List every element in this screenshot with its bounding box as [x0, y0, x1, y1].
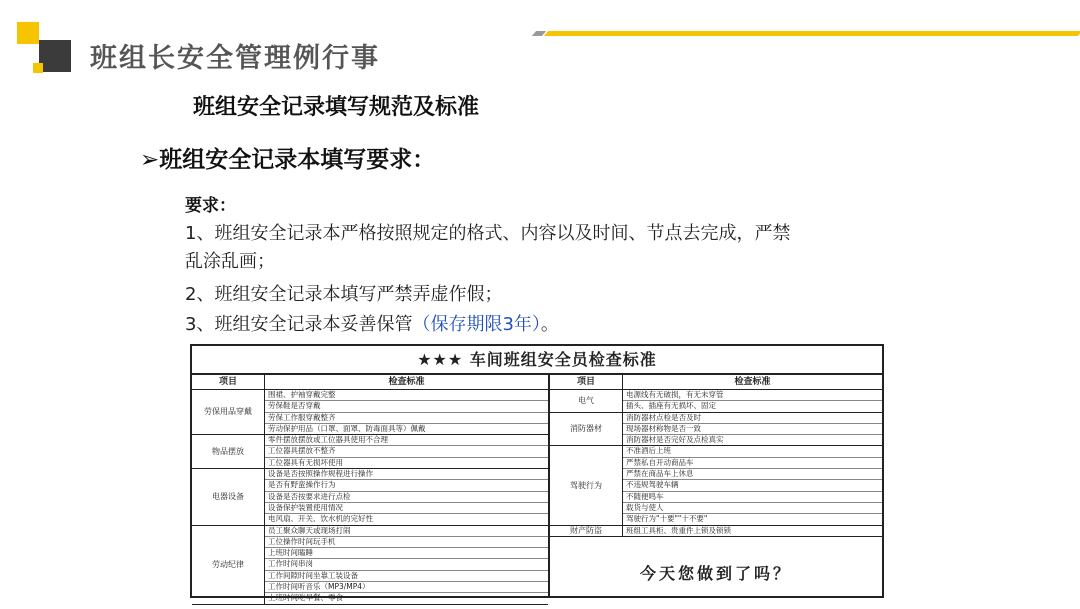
header-standard: 检查标准: [734, 377, 771, 387]
group-category: 物品摆放: [192, 435, 265, 468]
table-row: 工位器具摆放不整齐: [265, 446, 548, 457]
slide-title: 班组长安全管理例行事: [90, 43, 380, 74]
table-row: 设备保护装置使用情况: [265, 503, 548, 514]
table-row: 零件摆放摆放或工位器具使用不合理: [265, 435, 548, 446]
slogan: 今天您做到了吗？: [639, 564, 792, 584]
table-row: 工位操作时间玩手机: [265, 537, 548, 548]
table-row: 不违规驾驶车辆: [623, 480, 882, 491]
table-row: 劳保鞋是否穿戴: [265, 401, 548, 412]
table-row: 消防器材点检是否及时: [623, 413, 882, 424]
table-group: [550, 446, 882, 525]
requirement-2: 2、班组安全记录本填写严禁弄虚作假；: [185, 284, 503, 305]
decor-yellow-square: [17, 22, 39, 44]
requirement-3-text: 3、班组安全记录本妥善保管: [185, 314, 413, 335]
group-category: 电器设备: [192, 469, 265, 524]
group-category: 驾驶行为: [550, 446, 623, 524]
table-group: [550, 526, 882, 537]
inspection-standard-table: [190, 344, 884, 603]
table-row: 上班时间吃早餐、零食: [268, 593, 343, 603]
requirement-1: 1、班组安全记录本严格按照规定的格式、内容以及时间、节点去完成，严禁: [185, 223, 791, 244]
requirement-3: [185, 311, 559, 339]
table-group: [550, 390, 882, 413]
table-row: 工作时间听音乐（MP3/MP4）: [265, 582, 548, 593]
table-row: 工位器具有无损坏使用: [268, 457, 343, 467]
table-row: 严禁私自开动商品车: [623, 458, 882, 469]
table-row: 不随便鸣车: [623, 492, 882, 503]
table-row: 不准酒后上班: [623, 446, 882, 457]
table-header: [550, 375, 882, 390]
table-row: 劳保工作服穿戴整齐: [265, 413, 548, 424]
table-row: 驾驶行为"十要""十不要": [626, 514, 708, 524]
table-row: 围裙、护袖穿戴完整: [265, 390, 548, 401]
table-group: [192, 390, 548, 435]
decor-yellow-line: [544, 31, 1080, 36]
group-category: 财产防盗: [550, 526, 623, 536]
table-row: 工作间隙时间坐靠工装设备: [265, 571, 548, 582]
retention-period: （保存期限3年）: [412, 314, 541, 335]
table-row: 上班时间瞌睡: [265, 548, 548, 559]
table-group: [192, 526, 548, 605]
table-row: 插头、插座有无损坏、固定: [626, 401, 716, 411]
table-header: [192, 375, 548, 390]
table-row: 劳动保护用品（口罩、面罩、防毒面具等）佩戴: [268, 423, 426, 433]
table-right-half: [550, 375, 882, 598]
subtitle: 班组安全记录填写规范及标准: [193, 95, 480, 120]
table-row: 载货与使人: [623, 503, 882, 514]
table-row: 工作时间串岗: [265, 559, 548, 570]
table-left-half: [192, 375, 550, 603]
table-row: 消防器材是否完好及点检真实: [626, 435, 724, 445]
requirements-label: 要求：: [185, 196, 236, 216]
decor-yellow-small-square: [33, 63, 43, 73]
table-row: 是否有野蛮操作行为: [265, 480, 548, 491]
table-row: 设备是否按照操作规程进行操作: [265, 469, 548, 480]
group-category: 电气: [550, 390, 623, 412]
header-category: 项目: [192, 375, 265, 389]
table-row: 电源线有无破损，有无未穿管: [623, 390, 882, 401]
group-category: 劳保用品穿戴: [192, 390, 265, 434]
header-category: 项目: [550, 375, 623, 389]
table-row: 电风扇、开关、饮水机的完好性: [268, 514, 373, 524]
group-category: 消防器材: [550, 413, 623, 446]
table-row: 严禁在商品车上休息: [623, 469, 882, 480]
requirement-1-cont: 乱涂乱画；: [185, 251, 275, 272]
group-category: 劳动纪律: [192, 526, 265, 604]
section-heading: ➢班组安全记录本填写要求：: [140, 147, 436, 173]
table-group: [192, 469, 548, 525]
table-group: [192, 435, 548, 469]
table-group: [550, 413, 882, 447]
decor-gray-square: [39, 40, 71, 72]
header-standard: 检查标准: [388, 377, 425, 387]
table-row: 现场器材称物是否一致: [623, 424, 882, 435]
table-row: 班组工具柜、贵重件上锁及锁锁: [626, 525, 731, 535]
requirement-3-end: 。: [540, 314, 559, 335]
table-row: 员工聚众聊天或现场打闹: [265, 526, 548, 537]
table-title: ★★★ 车间班组安全员检查标准: [192, 346, 882, 375]
table-row: 设备是否按要求进行点检: [265, 492, 548, 503]
